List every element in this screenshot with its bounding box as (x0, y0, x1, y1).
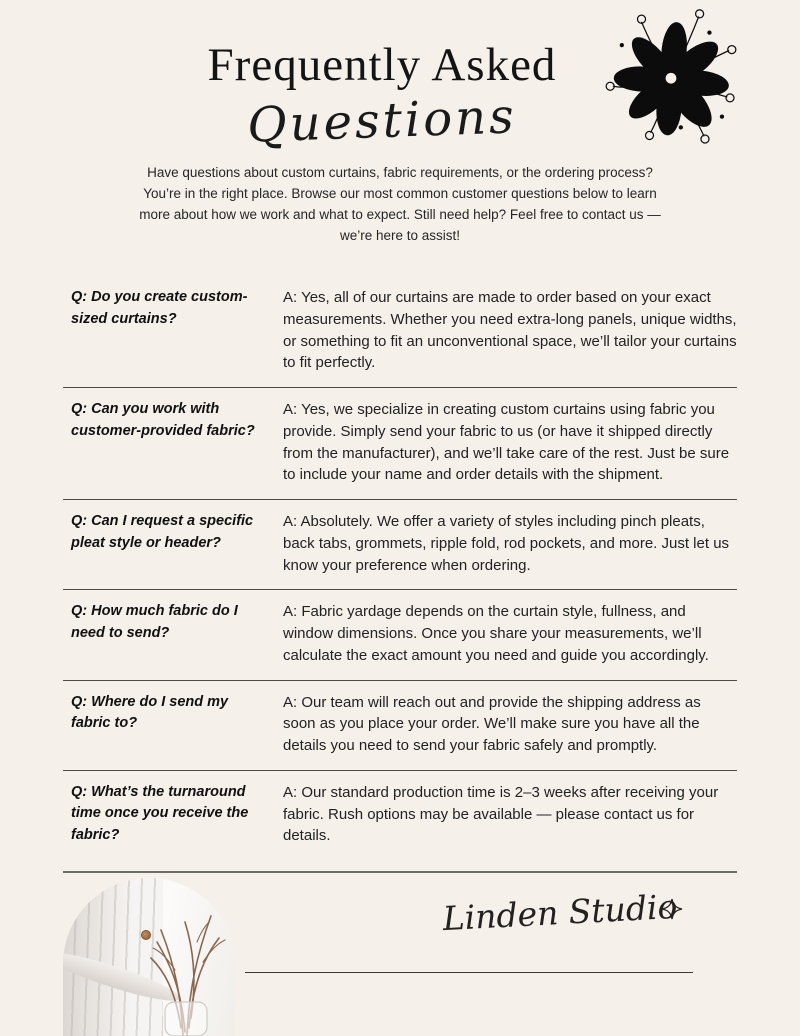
dried-branches (63, 878, 235, 1036)
footer (0, 873, 800, 1036)
faq-answer: A: Absolutely. We offer a variety of styles including pinch pleats, back tabs, grommets, ripple fold, rod pockets, and more. Just let us know your preference when ordering. (283, 513, 730, 574)
faq-row (63, 771, 737, 873)
header (0, 0, 800, 246)
faq-row (63, 388, 737, 500)
faq-row (63, 276, 737, 388)
faq-row (63, 590, 737, 680)
faq-question: Q: Do you create custom-sized curtains? (71, 289, 248, 327)
faq-answer: A: Yes, all of our curtains are made to order based on your exact measurements. Whether you need extra-long panels, unique widths, or something to fit an unconventional space, we’ll tailor your curtains to fit perfectly. (283, 289, 737, 372)
signature-underline (245, 972, 693, 973)
faq-row (63, 681, 737, 771)
page-title: Frequently Asked (207, 39, 557, 91)
faq-row (63, 500, 737, 590)
faq-list (63, 276, 737, 873)
four-point-sparkle-icon (660, 897, 684, 921)
faq-question: Q: Can you work with customer-provided fabric? (71, 401, 255, 439)
faq-answer: A: Fabric yardage depends on the curtain style, fullness, and window dimensions. Once you share your measurements, we’ll calculate the exact amount you need and guide you accordingly. (283, 603, 709, 664)
faq-question: Q: Can I request a specific pleat style or header? (71, 513, 254, 551)
faq-answer: A: Yes, we specialize in creating custom curtains using fabric you provide. Simply send your fabric to us (or have it shipped directly from the manufacturer), and we’ll take care of the rest. Just be sure to include your name and order details with the shipment. (283, 401, 730, 484)
page-title-script: Questions (246, 88, 518, 154)
curtain-photo (63, 878, 235, 1036)
faq-question: Q: What’s the turnaround time once you receive the fabric? (71, 783, 249, 843)
faq-question: Q: Where do I send my fabric to? (71, 693, 229, 731)
faq-answer: A: Our team will reach out and provide the shipping address as soon as you place your order. We’ll make sure you have all the details you need to send your fabric safely and promptly. (283, 693, 701, 754)
faq-answer: A: Our standard production time is 2–3 weeks after receiving your fabric. Rush options may be available — please contact us for details. (283, 783, 719, 845)
intro-text: Have questions about custom curtains, fabric requirements, or the ordering process? You’re in the right place. Browse our most common customer questions below to learn more about how we work and what to expect. Still need help? Feel free to contact us — we’re here to assist! (139, 165, 661, 243)
faq-question: Q: How much fabric do I need to send? (71, 603, 238, 641)
brand-signature: Linden Studio (441, 886, 679, 939)
